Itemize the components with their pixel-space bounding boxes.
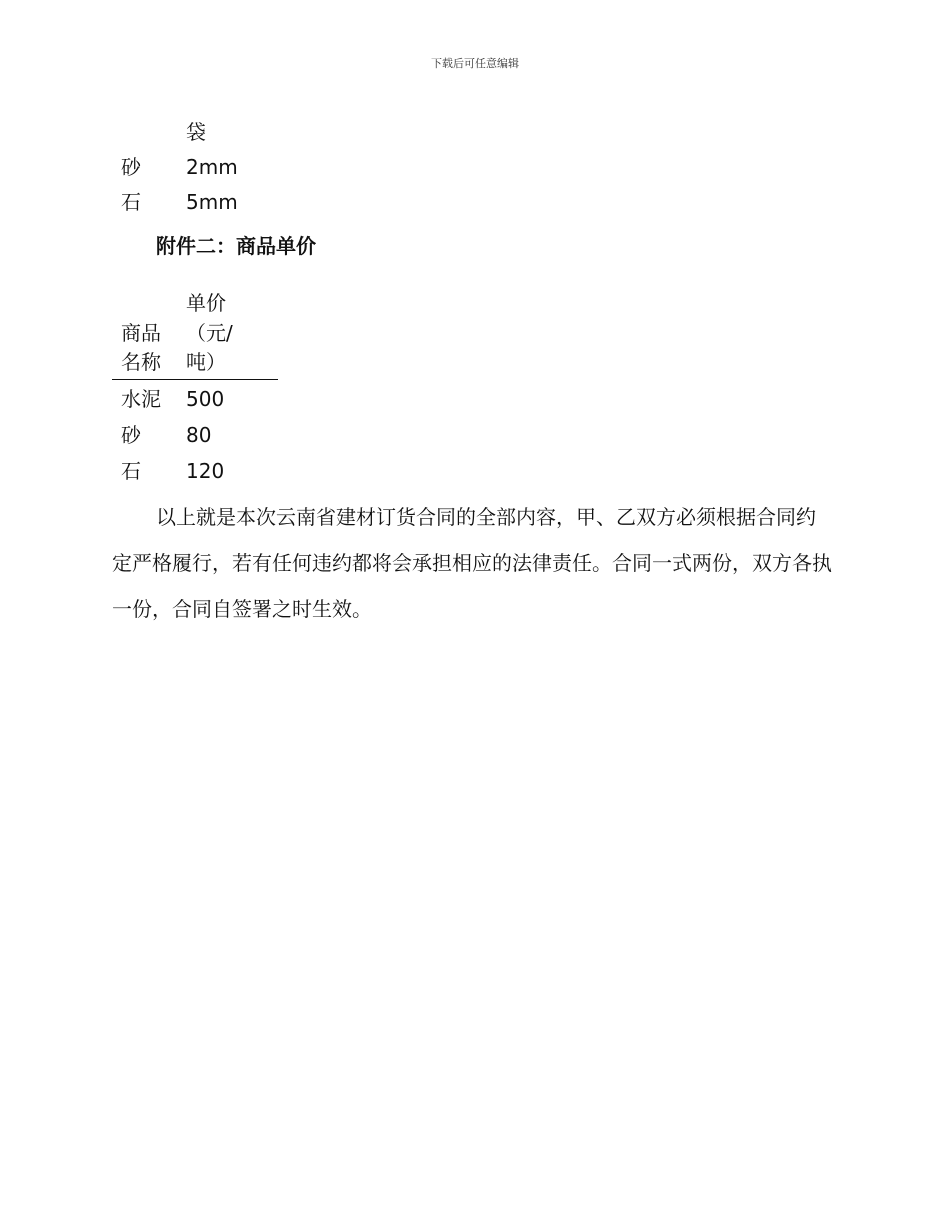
table-header-rule — [112, 379, 278, 380]
attachment-heading: 附件二：商品单价 — [156, 234, 316, 258]
price-header-line3: 吨） — [186, 350, 226, 374]
price-header-line2: （元/ — [186, 321, 233, 345]
product-name-cell: 水泥 — [121, 387, 161, 411]
price-header-line1: 单价 — [186, 291, 226, 315]
spec-cell: 5mm — [186, 190, 238, 214]
product-name-cell: 石 — [121, 190, 141, 214]
unit-price-cell: 120 — [186, 459, 225, 483]
spec-cell: 袋 — [186, 120, 206, 144]
product-name-cell: 砂 — [121, 423, 141, 447]
name-header-line1: 商品 — [121, 321, 161, 345]
closing-paragraph: 以上就是本次云南省建材订货合同的全部内容，甲、乙双方必须根据合同约定严格履行，若有任何违约都将会承担相应的法律责任。合同一式两份，双方各执一份，合同自签署之时生效。 — [112, 505, 832, 621]
page-header-note: 下载后可任意编辑 — [431, 57, 519, 70]
unit-price-cell: 500 — [186, 387, 225, 411]
product-name-cell: 砂 — [121, 155, 141, 179]
unit-price-cell: 80 — [186, 423, 212, 447]
product-name-cell: 石 — [121, 459, 141, 483]
name-header-line2: 名称 — [121, 350, 161, 374]
spec-cell: 2mm — [186, 155, 238, 179]
